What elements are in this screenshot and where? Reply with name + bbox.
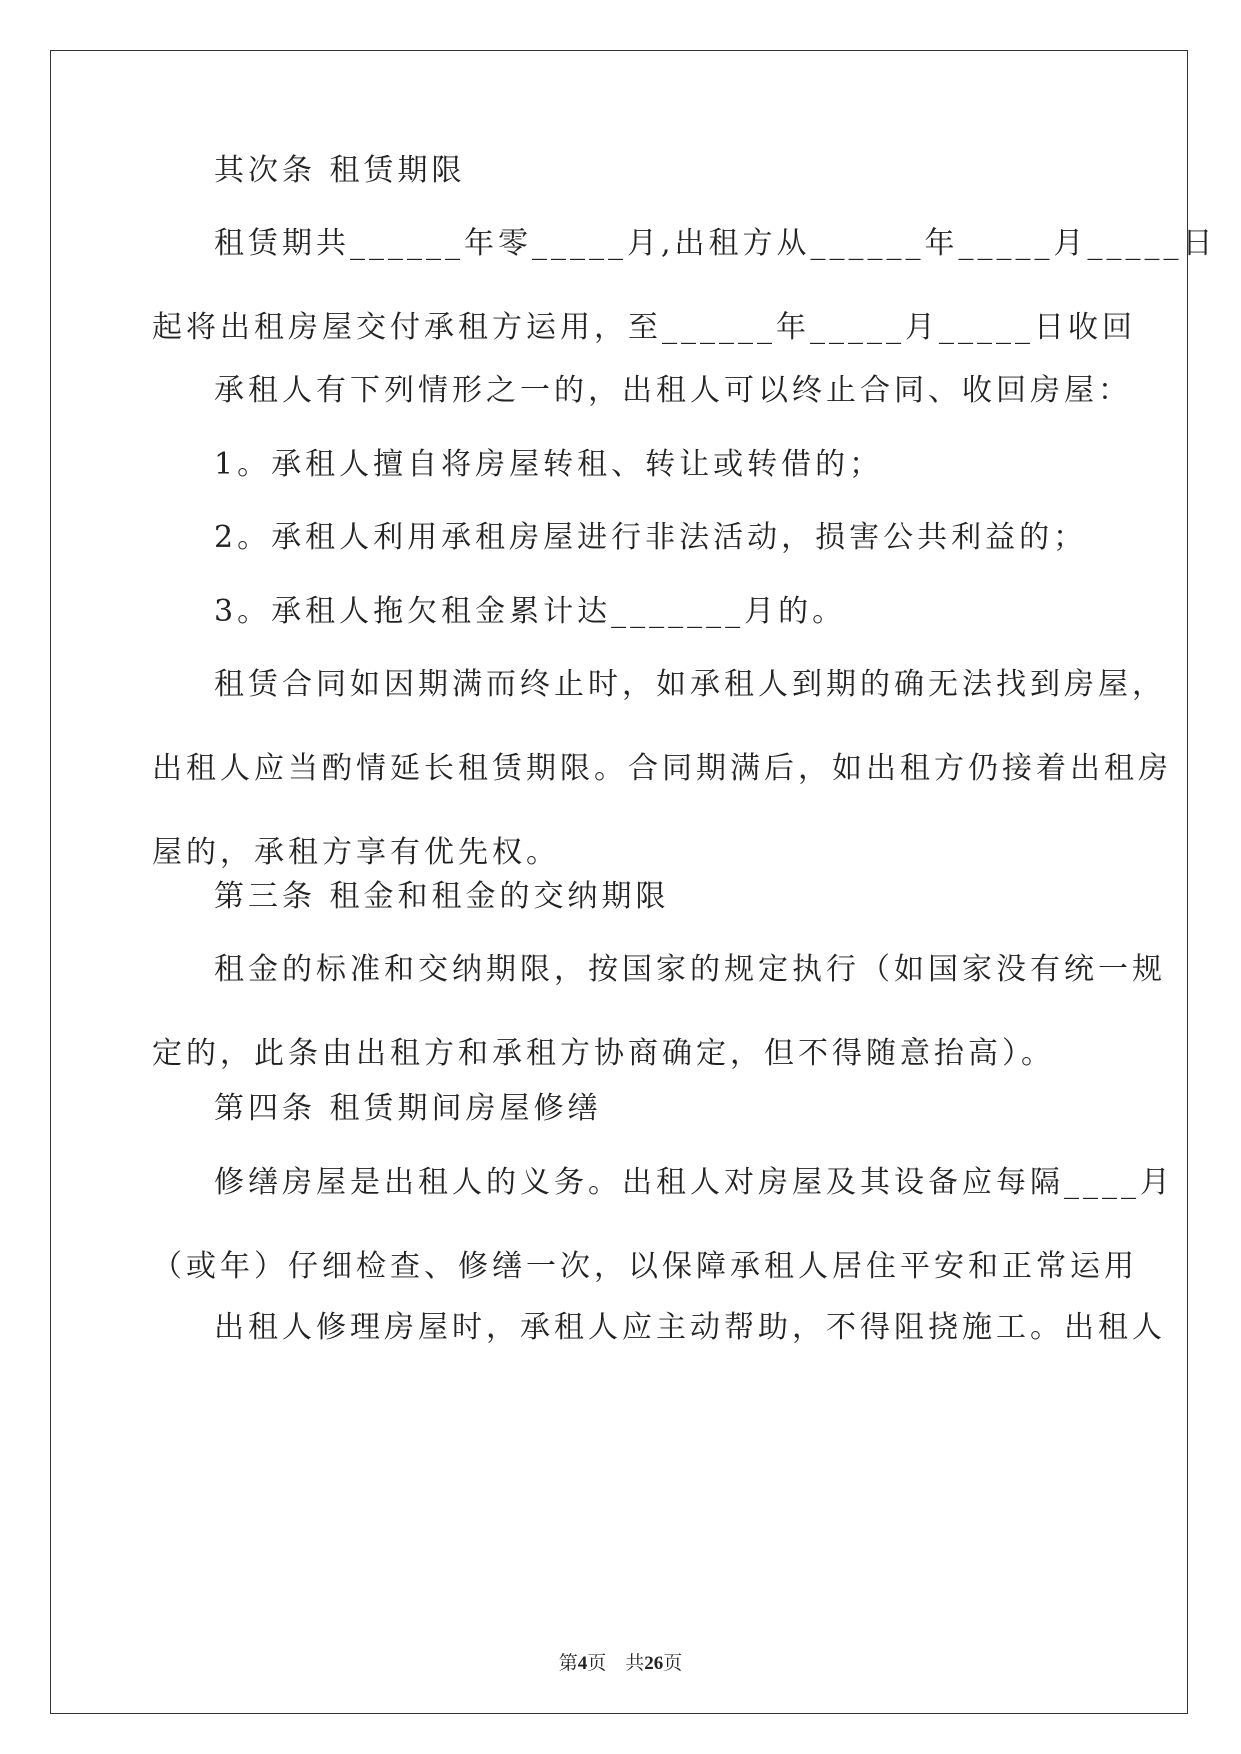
text-line: 第三条 租金和租金的交纳期限 — [214, 879, 670, 914]
text-line: 第四条 租赁期间房屋修缮 — [214, 1091, 602, 1126]
text-line: （或年）仔细检查、修缮一次，以保障承租人居住平安和正常运用 — [152, 1249, 1138, 1284]
page-prefix: 第 — [558, 1653, 578, 1674]
text-line: 租金的标准和交纳期限，按国家的规定执行（如国家没有统一规 — [214, 952, 1166, 987]
repair-duty-paragraph — [152, 1141, 1174, 1309]
text-line: 修缮房屋是出租人的义务。出租人对房屋及其设备应每隔____月 — [214, 1165, 1174, 1200]
text-line: 承租人有下列情形之一的，出租人可以终止合同、收回房屋： — [214, 373, 1132, 408]
text-line: 起将出租房屋交付承租方运用，至______年_____月_____日收回 — [152, 310, 1136, 345]
text-line: 租赁期共______年零_____月,出租方从______年_____月_____日 — [214, 226, 1217, 261]
text-line: 1。承租人擅自将房屋转租、转让或转借的； — [214, 447, 884, 482]
total-pages: 26 — [644, 1653, 664, 1674]
text-line: 3。承租人拖欠租金累计达_______月的。 — [214, 594, 847, 629]
text-line: 出租人应当酌情延长租赁期限。合同期满后，如出租方仍接着出租房 — [152, 751, 1172, 786]
termination-item-3 — [152, 570, 1092, 654]
termination-item-2 — [152, 496, 1092, 580]
text-line: 定的，此条由出租方和承租方协商确定，但不得随意抬高）。 — [152, 1036, 1055, 1071]
lease-term-paragraph — [152, 202, 1217, 370]
article-4-heading — [152, 1067, 1092, 1151]
page-suffix: 页 — [663, 1653, 683, 1674]
termination-item-1 — [152, 423, 1092, 507]
text-line: 其次条 租赁期限 — [214, 153, 466, 188]
text-line: 屋的，承租方享有优先权。 — [152, 835, 560, 870]
text-line: 租赁合同如因期满而终止时，如承租人到期的确无法找到房屋， — [214, 667, 1166, 702]
repair-cooperation-paragraph — [152, 1286, 1166, 1370]
page-footer — [0, 1648, 1241, 1675]
page-mid: 页 共 — [587, 1653, 645, 1674]
text-line: 出租人修理房屋时，承租人应主动帮助，不得阻挠施工。出租人 — [214, 1310, 1166, 1345]
termination-intro-paragraph — [152, 349, 1132, 433]
page-number: 4 — [577, 1653, 588, 1674]
text-line: 2。承租人利用承租房屋进行非法活动，损害公共利益的； — [214, 520, 1088, 555]
article-2-heading — [152, 129, 1092, 213]
article-3-heading — [152, 855, 1092, 939]
